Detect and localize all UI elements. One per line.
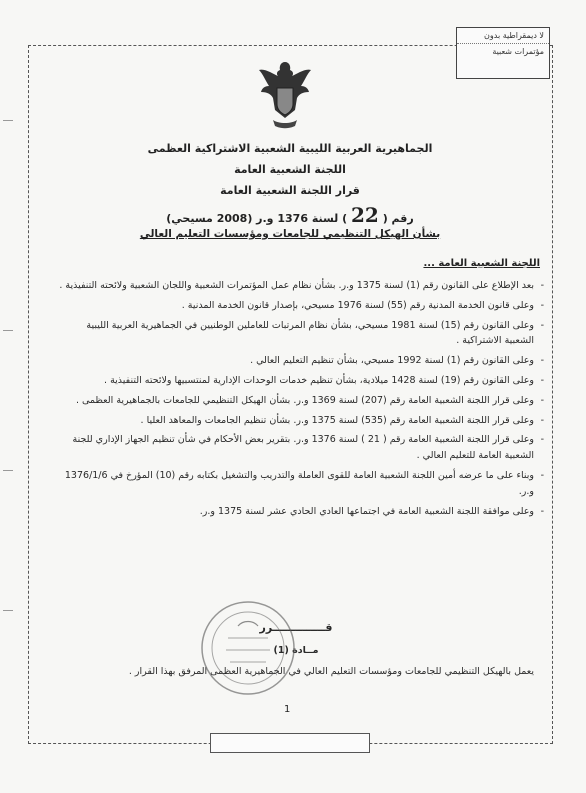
stamp-line-2: مؤتمرات شعبية xyxy=(457,43,549,59)
article-text: يعمل بالهيكل التنظيمي للجامعات ومؤسسات التعليم العالي في الجماهيرية العظمى المرفق بهذا القرار . xyxy=(128,666,534,677)
clause: - وعلى قرار اللجنة الشعبية العامة رقم ( 21 ) لسنة 1376 و.ر. بتقرير بعض الأحكام في شأن تنظيم الجهاز الإداري للجنة الشعبية العامة للتعليم العالي . xyxy=(72,434,544,462)
official-seal-icon xyxy=(198,598,298,698)
header-stamp-box xyxy=(456,27,550,79)
decision-title: قرار اللجنة الشعبية العامة xyxy=(220,184,360,197)
clause: - بعد الإطلاع على القانون رقم (1) لسنة 1375 و.ر. بشأن نظام عمل المؤتمرات الشعبية واللجان الشعبية ولائحته التنفيذية . xyxy=(59,280,544,291)
clause: - وعلى قرار اللجنة الشعبية العامة رقم (535) لسنة 1375 و.ر. بشأن تنظيم الجامعات والمعاهد العليا . xyxy=(140,414,544,426)
decision-subject: بشأن الهيكل التنظيمي للجامعات ومؤسسات التعليم العالي xyxy=(139,228,441,240)
clause: - وعلى القانون رقم (1) لسنة 1992 مسيحي، بشأن تنظيم التعليم العالي . xyxy=(250,355,544,367)
article-heading: مــادة (1) xyxy=(273,645,319,656)
clause: - وعلى القانون رقم (19) لسنة 1428 ميلادية، بشأن تنظيم خدمات الوحدات الإدارية لمنتسبيها ولائحته التنفيذية . xyxy=(104,374,544,386)
number-prefix: رقم ( xyxy=(382,212,414,225)
decision-number-line xyxy=(40,203,540,227)
page-number: 1 xyxy=(284,704,291,715)
number-suffix: ) لسنة 1376 و.ر (2008 مسيحي) xyxy=(166,212,348,225)
clause: - وعلى قانون الخدمة المدنية رقم (55) لسنة 1976 مسيحي، بإصدار قانون الخدمة المدنية . xyxy=(181,299,544,311)
clause: - وعلى موافقة اللجنة الشعبية العامة في اجتماعها العادي الحادي عشر لسنة 1375 و.ر. xyxy=(199,505,544,517)
margin-mark xyxy=(3,120,13,121)
stamp-line-1: لا ديمقراطية بدون xyxy=(484,31,544,40)
eagle-emblem-icon xyxy=(255,58,315,132)
clause: - وعلى قرار اللجنة الشعبية العامة رقم (207) لسنة 1369 و.ر. بشأن الهيكل التنظيمي للجامعات بالجماهيرية العظمى . xyxy=(75,394,544,406)
margin-mark xyxy=(3,470,13,471)
greeting: اللجنة الشعبية العامة ... xyxy=(423,258,540,269)
footer-box xyxy=(210,733,370,753)
decision-number: 22 xyxy=(351,203,379,227)
state-name: الجماهيرية العربية الليبية الشعبية الاشتراكية العظمى xyxy=(147,142,433,155)
clause: - وبناء على ما عرضه أمين اللجنة الشعبية العامة للقوى العاملة والتدريب والتشغيل بكتابه رقم (10) المؤرخ في 1376/1/6 و.ر. xyxy=(64,469,544,497)
committee-name: اللجنة الشعبية العامة xyxy=(234,163,346,176)
margin-mark xyxy=(3,610,13,611)
resolution-heading: قــــــــــــــرر xyxy=(259,621,333,634)
margin-mark xyxy=(3,330,13,331)
clauses-list xyxy=(58,278,544,523)
clause: - وعلى القانون رقم (15) لسنة 1981 مسيحي، بشأن نظام المرتبات للعاملين الوطنيين في الجماهيرية العربية الليبية الشعبية الاشتراكية . xyxy=(86,319,544,347)
